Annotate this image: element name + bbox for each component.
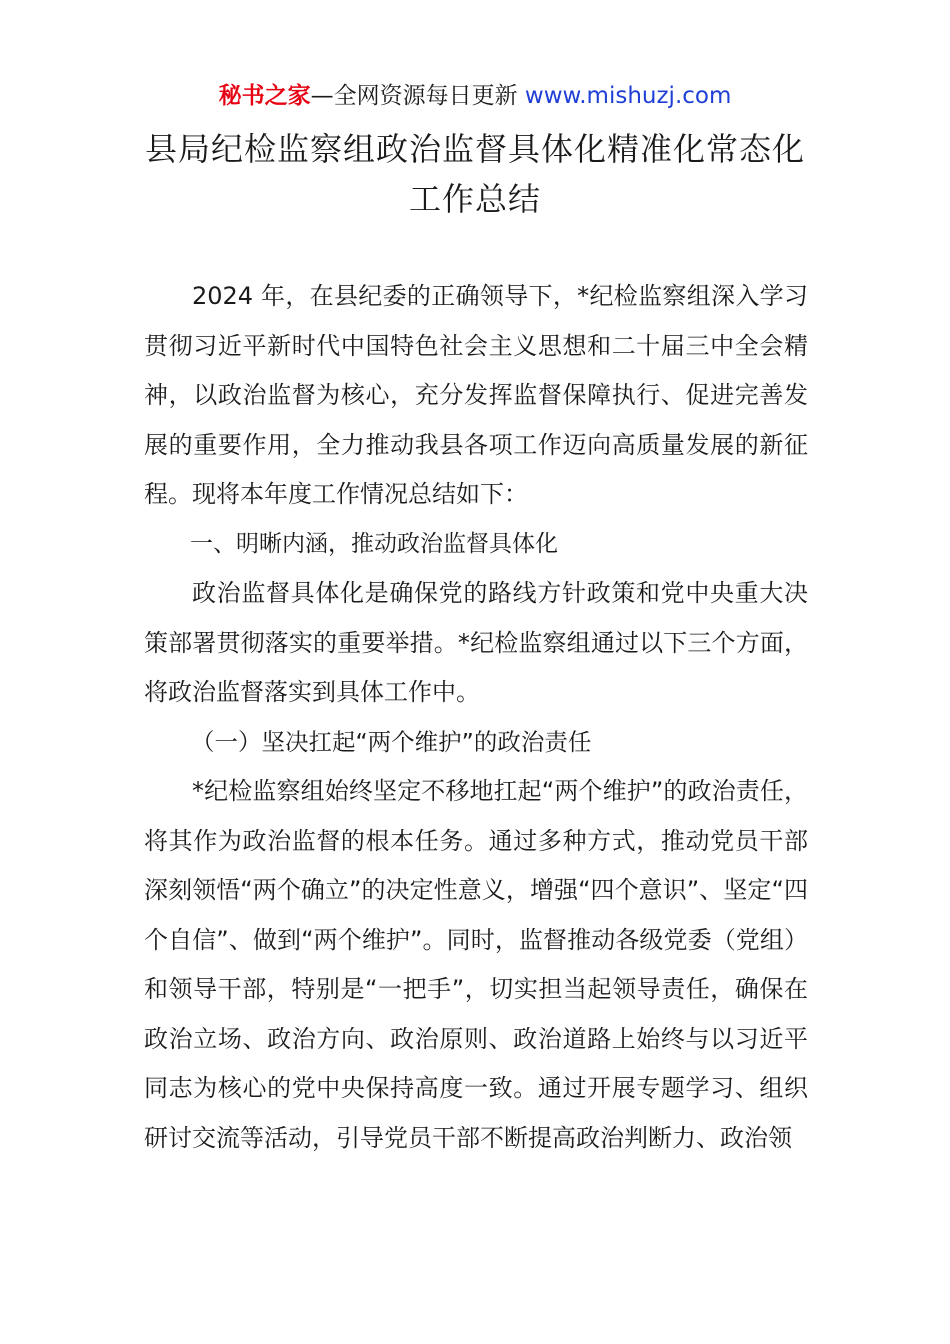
intro-paragraph: 2024 年，在县纪委的正确领导下，*纪检监察组深入学习贯彻习近平新时代中国特色社会主义思想和二十届三中全会精神，以政治监督为核心，充分发挥监督保障执行、促进完善发展的重要作用，全力推动我县各项工作迈向高质量发展的新征程。现将本年度工作情况总结如下： xyxy=(144,282,808,508)
subsection-heading: （一）坚决扛起“两个维护”的政治责任 xyxy=(191,727,592,756)
section-heading: 一、明晰内涵，推动政治监督具体化 xyxy=(190,530,558,557)
body-paragraph: *纪检监察组始终坚定不移地扛起“两个维护”的政治责任，将其作为政治监督的根本任务。通过多种方式，推动党员干部深刻领悟“两个确立”的决定性意义，增强“四个意识”、坚定“四个自信”、做到“两个维护”。同时，监督推动各级党委（党组）和领导干部，特别是“一把手”，切实担当起领导责任，确保在政治立场、政治方向、政治原则、政治道路上始终与以习近平同志为核心的党中央保持高度一致。通过开展专题学习、组织研讨交流等活动，引导党员干部不断提高政治判断力、政治领 xyxy=(144,777,808,1152)
site-header xyxy=(0,80,950,112)
site-name: 秘书之家 xyxy=(218,83,311,109)
site-url-link[interactable]: www.mishuzj.com xyxy=(524,83,732,109)
title-line-1: 县局纪检监察组政治监督具体化精准化常态化 xyxy=(144,130,805,168)
body-paragraph: 政治监督具体化是确保党的路线方针政策和党中央重大决策部署贯彻落实的重要举措。*纪检监察组通过以下三个方面，将政治监督落实到具体工作中。 xyxy=(144,579,808,706)
title-line-2: 工作总结 xyxy=(408,180,541,218)
site-tagline: —全网资源每日更新 xyxy=(310,83,525,109)
document-body xyxy=(144,272,808,1163)
document-title xyxy=(120,124,830,224)
